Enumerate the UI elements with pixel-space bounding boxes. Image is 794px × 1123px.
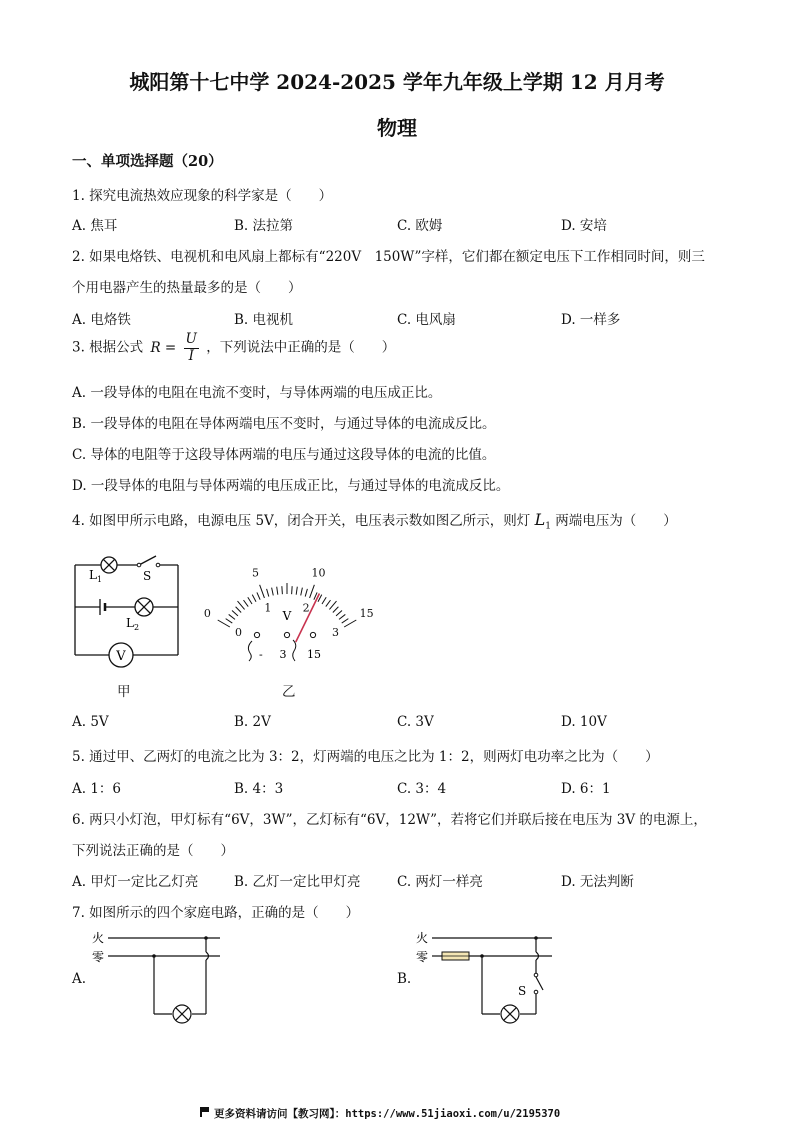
dial-upper-label: 0: [203, 607, 211, 620]
q4-option-a: A. 5V: [72, 714, 109, 730]
q4-option-d: D. 10V: [561, 714, 607, 730]
q5-stem: 5. 通过甲、乙两灯的电流之比为 3：2，灯两端的电压之比为 1：2，则两灯电功率之比为（ ）: [72, 749, 659, 765]
lamp-icon: [501, 1005, 519, 1023]
live-wire-label: 火: [92, 931, 105, 945]
dial-tick: [232, 610, 238, 615]
dial-upper-label: 10: [311, 566, 326, 580]
dial-tick: [226, 619, 233, 623]
q4-stem-prefix: 4. 如图甲所示电路，电源电压 5V，闭合开关，电压表示数如图乙所示，则灯: [72, 513, 531, 529]
q4-lamp-sub: 1: [545, 521, 551, 532]
dial-upper-label: 15: [359, 607, 374, 620]
q3-formula-denominator: I: [188, 347, 194, 364]
dial-tick: [339, 614, 345, 619]
dial-tick: [292, 586, 293, 594]
dial-scale-labels: [204, 567, 374, 639]
q2-option-d: D. 一样多: [561, 312, 621, 328]
svg-text:3: 3: [279, 648, 287, 661]
q3-formula-lhs: R =: [150, 339, 177, 356]
household-circuit-b: [412, 925, 557, 1030]
q6-option-c: C. 两灯一样亮: [397, 874, 483, 890]
neutral-wire-label: 零: [416, 950, 429, 964]
terminal-minus: [248, 632, 263, 661]
label-s: S: [143, 569, 152, 583]
voltmeter-symbol: V: [116, 649, 126, 664]
dial-upper-label: 5: [252, 566, 260, 580]
q4-stem-suffix: 两端电压为（ ）: [555, 513, 677, 529]
q2-stem-line2: 个用电器产生的热量最多的是（ ）: [72, 280, 302, 296]
q4-option-b: B. 2V: [234, 714, 271, 730]
q2-stem-line1: 2. 如果电烙铁、电视机和电风扇上都标有“220V 150W”字样，它们都在额定电压下工作相同时间，则三: [72, 249, 705, 265]
q1-option-a: A. 焦耳: [72, 218, 118, 234]
dial-tick: [272, 588, 274, 596]
dial-tick: [301, 588, 303, 596]
section-heading: 一、单项选择题（20）: [72, 153, 223, 170]
terminal-15: [307, 632, 321, 661]
dial-tick: [218, 620, 230, 627]
terminal-3: [280, 632, 296, 661]
junction-dot: [534, 936, 538, 940]
dial-tick: [296, 587, 297, 595]
q5-option-a: A. 1：6: [72, 781, 122, 797]
q5-option-d: D. 6：1: [561, 781, 611, 797]
lamp-icon: [173, 1005, 191, 1023]
q7-figure-a-label: A.: [72, 971, 87, 987]
q5-option-c: C. 3：4: [397, 781, 447, 797]
q1-option-d: D. 安培: [561, 218, 607, 234]
dial-tick: [257, 592, 260, 599]
dial-tick: [282, 586, 283, 594]
dial-tick: [236, 607, 242, 613]
q3-option-d: D. 一段导体的电阻与导体两端的电压成正比，与通过导体的电流成反比。: [72, 478, 510, 494]
figure-caption-yi: 乙: [282, 684, 296, 700]
flag-icon: [200, 1107, 208, 1117]
dial-tick: [267, 589, 269, 597]
dial-tick: [305, 589, 307, 597]
dial-lower-label: 3: [331, 626, 339, 639]
dial-tick: [277, 587, 278, 595]
q6-stem-line2: 下列说法正确的是（ ）: [72, 843, 234, 859]
dial-lower-label: 1: [264, 601, 272, 615]
q1-option-b: B. 法拉第: [234, 218, 294, 234]
q3-formula-numerator: U: [185, 331, 197, 347]
dial-unit-label: V: [282, 609, 292, 623]
q7-figure-b-label: B.: [397, 971, 412, 987]
circuit-diagram-jia: [60, 545, 200, 695]
dial-tick: [326, 600, 331, 606]
q3-stem-suffix: ，下列说法中正确的是（ ）: [206, 339, 396, 356]
junction-dot: [480, 954, 484, 958]
switch-label: S: [518, 984, 527, 998]
q3-option-c: C. 导体的电阻等于这段导体两端的电压与通过这段导体的电流的比值。: [72, 447, 496, 463]
q3-stem: [72, 333, 395, 363]
q3-option-b: B. 一段导体的电阻在导体两端电压不变时，与通过导体的电流成反比。: [72, 416, 496, 432]
switch-icon: [137, 563, 160, 567]
q3-formula-fraction: [184, 333, 199, 363]
q2-option-c: C. 电风扇: [397, 312, 456, 328]
dial-tick: [344, 620, 356, 627]
dial-tick: [229, 614, 235, 619]
q2-option-a: A. 电烙铁: [72, 312, 131, 328]
dial-tick: [248, 597, 252, 604]
dial-tick: [260, 585, 265, 598]
q3-option-a: A. 一段导体的电阻在电流不变时，与导体两端的电压成正比。: [72, 385, 442, 401]
dial-lower-label: 0: [235, 626, 243, 639]
figure-caption-jia: 甲: [117, 684, 131, 700]
q6-option-b: B. 乙灯一定比甲灯亮: [234, 874, 361, 890]
dial-tick: [329, 601, 336, 609]
voltmeter-dial-yi: [195, 548, 390, 668]
live-wire-label: 火: [416, 931, 429, 945]
dial-tick: [342, 619, 349, 623]
lamp-l1-icon: [101, 557, 117, 573]
dial-tick: [252, 595, 256, 602]
q6-option-d: D. 无法判断: [561, 874, 634, 890]
voltmeter-icon: [109, 643, 133, 667]
exam-title: 城阳第十七中学 2024-2025 学年九年级上学期 12 月月考: [129, 70, 665, 94]
switch-contact: [534, 990, 538, 994]
dial-tick: [333, 607, 339, 613]
q6-stem-line1: 6. 两只小灯泡，甲灯标有“6V，3W”，乙灯标有“6V，12W”，若将它们并联后接在电压为 3V 的电源上，: [72, 812, 707, 828]
dial-tick: [238, 601, 245, 609]
q6-option-a: A. 甲灯一定比乙灯亮: [72, 874, 199, 890]
dial-tick: [322, 597, 326, 604]
label-l2: $L_2$: [126, 616, 140, 632]
switch-contact: [534, 973, 538, 977]
junction-dot: [152, 954, 156, 958]
footer-link[interactable]: [200, 1106, 560, 1121]
q2-option-b: B. 电视机: [234, 312, 294, 328]
dial-tick: [310, 585, 315, 598]
q4-option-c: C. 3V: [397, 714, 434, 730]
subject-title: 物理: [377, 116, 417, 140]
q1-option-c: C. 欧姆: [397, 218, 443, 234]
q4-stem: [72, 509, 677, 532]
dial-lower-label: 2: [302, 601, 310, 615]
svg-text:-: -: [259, 648, 263, 661]
footer-text: 更多资料请访问【教习网】：https://www.51jiaoxi.com/u/2195370: [214, 1108, 561, 1120]
q5-option-b: B. 4：3: [234, 781, 284, 797]
q1-stem: 1. 探究电流热效应现象的科学家是（ ）: [72, 188, 333, 204]
svg-text:15: 15: [307, 648, 321, 661]
lamp-l2-icon: [135, 598, 153, 616]
dial-tick: [244, 600, 249, 606]
dial-tick: [336, 610, 342, 615]
q4-lamp-label: L: [534, 510, 546, 529]
q7-stem: 7. 如图所示的四个家庭电路，正确的是（ ）: [72, 905, 360, 921]
household-circuit-a: [88, 925, 223, 1030]
neutral-wire-label: 零: [92, 950, 105, 964]
junction-dot: [204, 936, 208, 940]
label-l1: $L_1$: [89, 568, 103, 584]
q3-stem-prefix: 3. 根据公式: [72, 339, 144, 356]
